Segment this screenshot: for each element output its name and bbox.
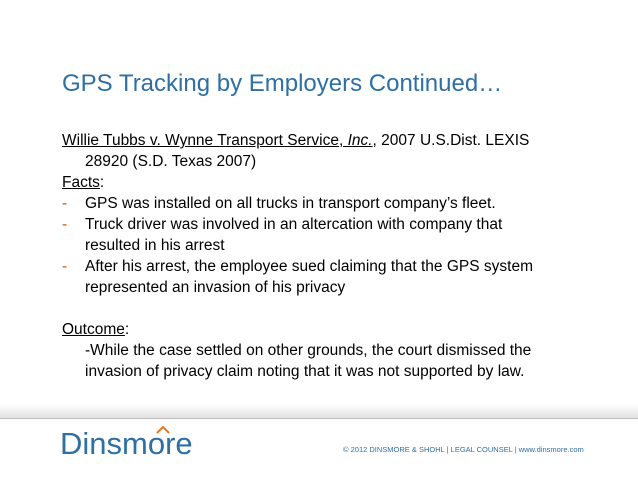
fact-bullet-item [62, 193, 582, 214]
fact-text-line: resulted in his arrest [85, 237, 225, 254]
outcome-text [62, 340, 582, 382]
case-citation-tail: , 2007 U.S.Dist. LEXIS [372, 132, 530, 149]
fact-bullet-item [62, 214, 582, 256]
facts-label: Facts [62, 174, 100, 191]
footer-copyright: © 2012 DINSMORE & SHOHL | LEGAL COUNSEL | www.dinsmore.com [343, 445, 584, 454]
footer-divider [0, 418, 638, 419]
slide-title: GPS Tracking by Employers Continued… [62, 70, 503, 97]
fact-text-line: GPS was installed on all trucks in transport company’s fleet. [85, 195, 496, 212]
facts-colon: : [99, 174, 105, 191]
outcome-line-2: invasion of privacy claim noting that it was not supported by law. [85, 363, 525, 380]
fact-bullet-item [62, 256, 582, 298]
bullet-dash: - [62, 195, 68, 212]
facts-heading [62, 172, 582, 193]
outcome-line-1: -While the case settled on other grounds, the court dismissed the [85, 342, 532, 359]
outcome-label: Outcome [62, 321, 125, 338]
case-citation-line-2: 28920 (S.D. Texas 2007) [85, 153, 257, 170]
bullet-dash: - [62, 216, 68, 233]
footer-shadow [0, 404, 638, 418]
logo-accent-icon [156, 426, 170, 434]
fact-text [85, 256, 533, 298]
dinsmore-logo [60, 424, 193, 464]
outcome-colon: : [124, 321, 130, 338]
fact-text [85, 214, 502, 256]
case-name-italic: Inc. [347, 132, 373, 149]
fact-text [85, 193, 496, 214]
spacer [62, 298, 582, 319]
fact-text-line: After his arrest, the employee sued claiming that the GPS system [85, 258, 533, 275]
fact-text-line: represented an invasion of his privacy [85, 279, 346, 296]
logo-text: Dinsmore [60, 426, 193, 461]
case-citation-line-1 [62, 130, 582, 151]
bullet-dash: - [62, 258, 68, 275]
facts-list [62, 193, 582, 298]
outcome-heading [62, 319, 582, 340]
case-name: Willie Tubbs v. Wynne Transport Service, Inc. [62, 132, 373, 149]
slide-body [62, 130, 582, 382]
fact-text-line: Truck driver was involved in an altercation with company that [85, 216, 503, 233]
